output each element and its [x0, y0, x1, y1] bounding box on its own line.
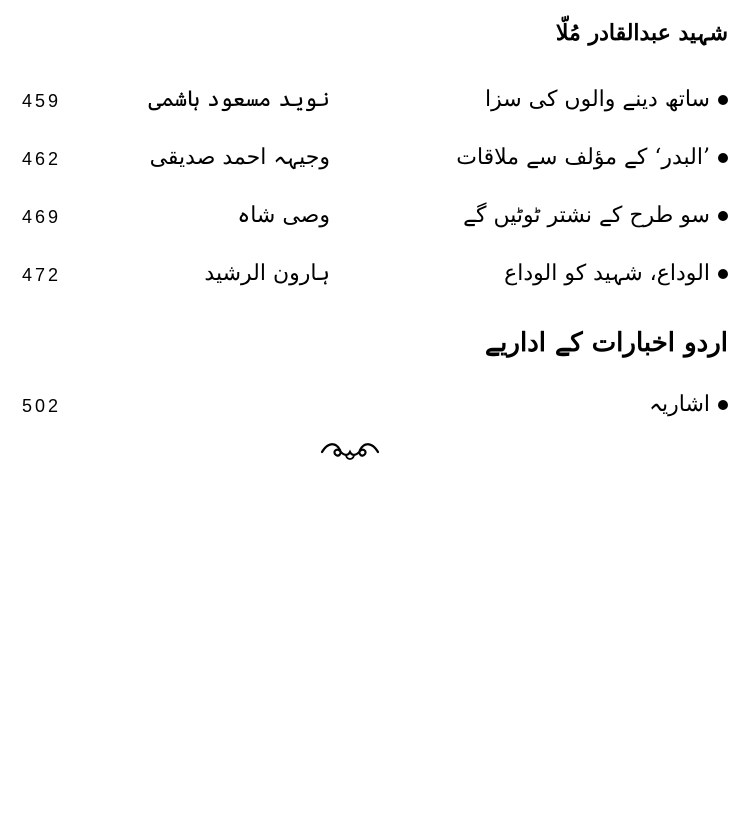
entry-author: وصی شاہ: [237, 203, 330, 228]
entry-title: الوداع، شہید کو الوداع: [504, 261, 710, 286]
entry-title: ساتھ دینے والوں کی سزا: [484, 87, 710, 112]
toc-entry: [0, 203, 750, 243]
bullet-icon: [718, 153, 728, 163]
entry-page-number: 472: [22, 265, 62, 285]
entry-title: ’البدر‘ کے مؤلف سے ملاقات: [456, 145, 710, 170]
bullet-icon: [718, 400, 728, 410]
ornament-divider-icon: [320, 440, 380, 464]
bullet-icon: [718, 95, 728, 105]
entry-author: وجیہہ احمد صدیقی: [149, 145, 330, 170]
entry-page-number: 459: [22, 91, 62, 111]
page-header-title: شہید عبدالقادر مُلّا: [555, 20, 728, 46]
toc-entry: [0, 261, 750, 301]
entry-page-number: 462: [22, 149, 62, 169]
entry-author: ہارون الرشید: [204, 261, 330, 286]
entry-title: سو طرح کے نشتر ٹوٹیں گے: [463, 203, 710, 228]
entry-title: اشاریہ: [649, 392, 710, 417]
entry-page-number: 469: [22, 207, 62, 227]
toc-entry: [0, 392, 750, 432]
bullet-icon: [718, 211, 728, 221]
entry-author: نوید مسعود ہاشمی: [148, 87, 330, 112]
toc-entry: [0, 87, 750, 127]
section-heading: اردو اخبارات کے اداریے: [484, 328, 728, 358]
bullet-icon: [718, 269, 728, 279]
toc-entry: [0, 145, 750, 185]
entry-page-number: 502: [22, 396, 62, 416]
